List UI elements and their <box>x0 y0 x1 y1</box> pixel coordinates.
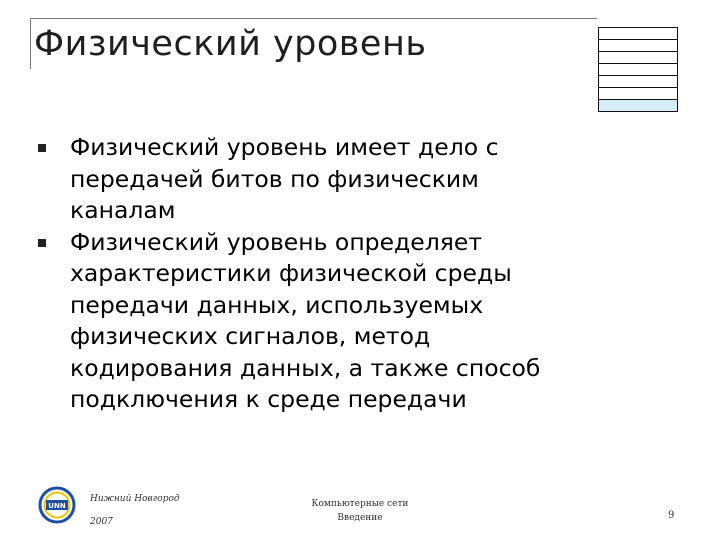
layer-row <box>598 63 678 75</box>
layer-row <box>598 87 678 99</box>
layer-row <box>598 27 678 39</box>
bullet-square-icon <box>38 144 46 152</box>
slide-title: Физический уровень <box>34 24 427 64</box>
bullet-line: Физический уровень определяет <box>70 227 483 256</box>
bullet-line: каналам <box>70 196 176 224</box>
layer-row <box>598 75 678 87</box>
bullet-line: подключения к среде передачи <box>70 385 467 413</box>
layer-row <box>598 51 678 63</box>
bullet-item <box>38 227 648 416</box>
logo-text: UNN <box>48 502 66 510</box>
bullet-item <box>38 132 648 227</box>
bullet-line: Физический уровень имеет дело с <box>70 133 499 161</box>
bullet-line: передачей битов по физическим <box>70 164 479 193</box>
bullet-line: кодирования данных, а также способ <box>70 353 541 382</box>
university-logo <box>38 486 76 524</box>
layer-row <box>598 39 678 51</box>
footer-section: Введение <box>337 513 383 523</box>
bullet-list <box>38 132 648 416</box>
bullet-line: физических сигналов, метод <box>70 322 431 350</box>
bullet-line: передачи данных, используемых <box>70 290 484 319</box>
footer-year: 2007 <box>90 517 113 527</box>
page-number: 9 <box>668 510 675 521</box>
bullet-square-icon <box>38 239 46 247</box>
layer-row-physical <box>598 99 678 112</box>
osi-layers-graphic <box>598 27 678 112</box>
bullet-line: характеристики физической среды <box>70 259 512 287</box>
footer-course: Компьютерные сети <box>311 499 409 509</box>
footer-center <box>300 497 420 525</box>
footer-left <box>90 488 180 534</box>
footer-city: Нижний Новгород <box>90 494 180 504</box>
